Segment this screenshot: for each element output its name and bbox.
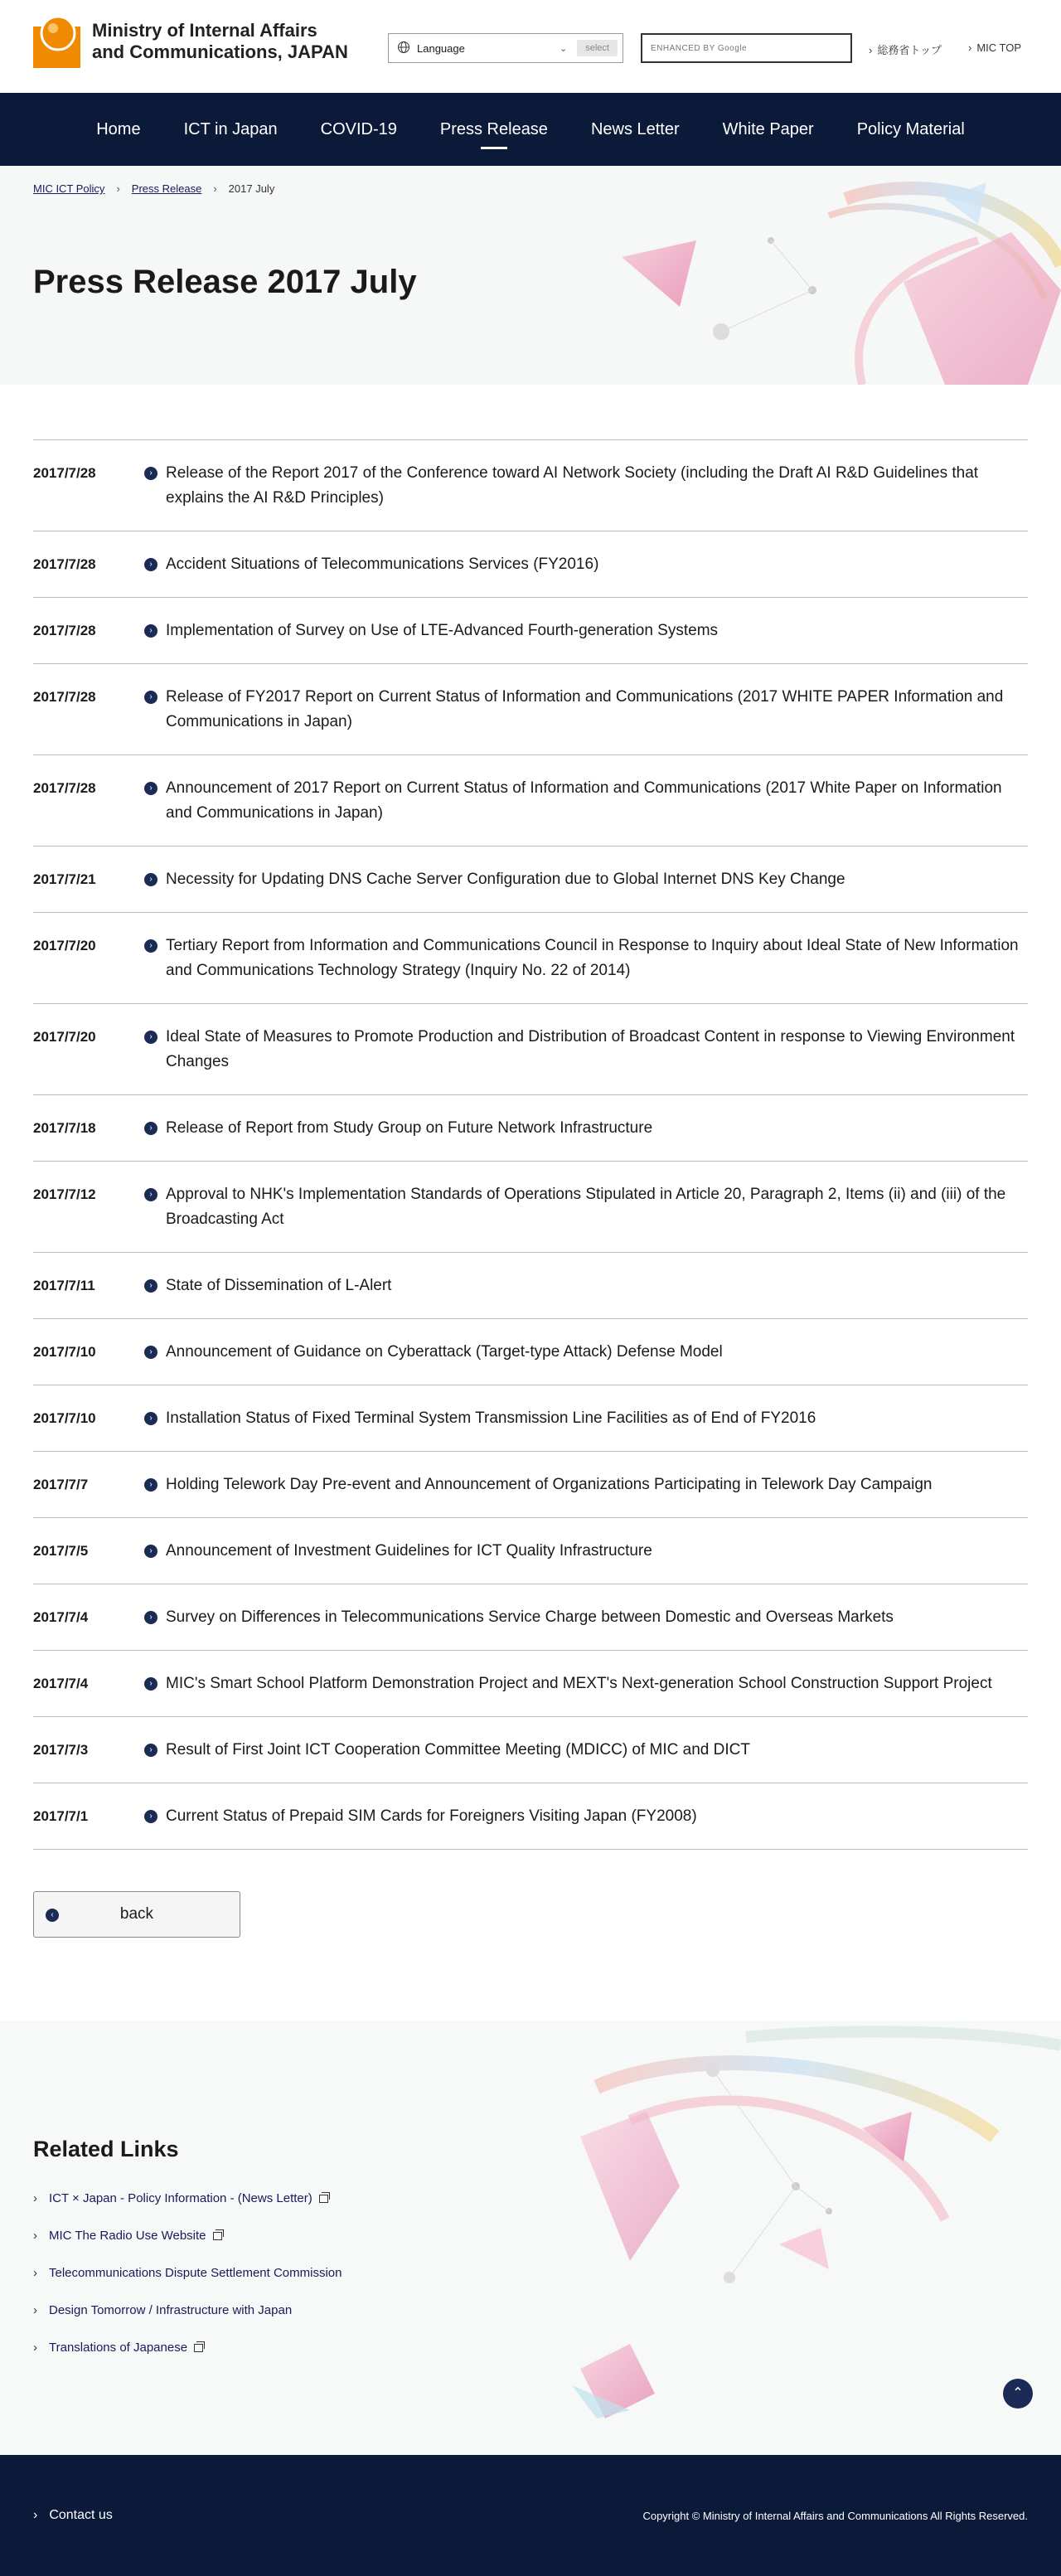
- arrow-right-icon: ›: [144, 467, 157, 480]
- press-release-link[interactable]: Release of Report from Study Group on Future Network Infrastructure: [166, 1119, 653, 1137]
- arrow-right-icon: ›: [144, 939, 157, 953]
- press-release-date: 2017/7/4: [33, 1676, 89, 1691]
- page-top-button[interactable]: [1003, 2379, 1033, 2409]
- nav-home[interactable]: Home: [96, 120, 141, 138]
- back-button[interactable]: [33, 1891, 240, 1938]
- press-release-item: [144, 1273, 1028, 1298]
- press-release-link[interactable]: Release of the Report 2017 of the Conference toward AI Network Society (including the Draft AI R&D Guidelines that explains the AI R&D Principles): [166, 464, 979, 507]
- breadcrumb-separator-icon: ›: [116, 182, 120, 195]
- press-release-link[interactable]: State of Dissemination of L-Alert: [166, 1277, 392, 1294]
- arrow-right-icon: ›: [144, 1677, 157, 1691]
- logo-text: [92, 20, 348, 63]
- press-release-row: [33, 1452, 1028, 1518]
- press-release-row: [33, 1518, 1028, 1584]
- arrow-right-icon: ›: [144, 1122, 157, 1135]
- external-link-icon: [319, 2195, 328, 2203]
- press-release-row: [33, 664, 1028, 755]
- press-release-link[interactable]: Announcement of Investment Guidelines for ICT Quality Infrastructure: [166, 1542, 652, 1560]
- press-release-date: 2017/7/7: [33, 1477, 89, 1492]
- press-release-link[interactable]: Survey on Differences in Telecommunications Service Charge between Domestic and Overseas Markets: [166, 1608, 894, 1626]
- press-release-item: [144, 776, 1028, 826]
- contact-us-link[interactable]: › Contact us: [33, 2508, 113, 2523]
- press-release-date: 2017/7/28: [33, 465, 96, 481]
- press-release-link[interactable]: Result of First Joint ICT Cooperation Committee Meeting (MDICC) of MIC and DICT: [166, 1741, 750, 1759]
- press-release-date: 2017/7/20: [33, 938, 96, 953]
- nav-press-release[interactable]: Press Release: [440, 93, 548, 166]
- mic-logo-icon: [33, 15, 80, 68]
- press-release-link[interactable]: Approval to NHK's Implementation Standards of Operations Stipulated in Article 20, Paragraph 2, Items (ii) and (iii) of the Broadcasting Act: [166, 1186, 1006, 1228]
- press-release-date: 2017/7/11: [33, 1278, 95, 1293]
- nav-ict-in-japan[interactable]: ICT in Japan: [183, 120, 278, 138]
- related-links-list: [33, 2191, 342, 2378]
- press-release-row: [33, 1717, 1028, 1783]
- press-release-row: [33, 1319, 1028, 1385]
- related-link-item: [33, 2266, 342, 2280]
- arrow-right-icon: ›: [144, 1478, 157, 1492]
- related-links-title: Related Links: [33, 2137, 179, 2161]
- press-release-item: [144, 867, 1028, 892]
- press-release-row: [33, 1095, 1028, 1162]
- breadcrumb-mic-ict-policy[interactable]: MIC ICT Policy: [33, 182, 105, 195]
- nav-news-letter[interactable]: News Letter: [590, 120, 680, 138]
- arrow-right-icon: ›: [144, 1545, 157, 1558]
- press-release-item: [144, 1406, 1028, 1431]
- press-release-item: [144, 1671, 1028, 1696]
- press-release-date: 2017/7/10: [33, 1410, 96, 1426]
- press-release-date: 2017/7/20: [33, 1029, 96, 1045]
- press-release-row: [33, 440, 1028, 531]
- related-link-item: [33, 2229, 342, 2243]
- press-release-row: [33, 1004, 1028, 1095]
- press-release-row: [33, 1385, 1028, 1452]
- related-link-item: [33, 2303, 342, 2317]
- press-release-item: [144, 1182, 1028, 1232]
- nav-covid-19[interactable]: COVID-19: [320, 120, 397, 138]
- press-release-link[interactable]: Tertiary Report from Information and Communications Council in Response to Inquiry about Ideal State of New Information and Communications Technology Strategy (Inquiry No. 22 of 2014): [166, 937, 1019, 979]
- related-link[interactable]: › Translations of Japanese: [49, 2341, 188, 2355]
- press-release-item: [144, 1539, 1028, 1564]
- chevron-down-icon: ⌄: [560, 43, 568, 54]
- press-release-row: [33, 598, 1028, 664]
- arrow-right-icon: ›: [144, 1744, 157, 1757]
- press-release-row: [33, 531, 1028, 598]
- press-release-date: 2017/7/28: [33, 556, 96, 572]
- arrow-right-icon: ›: [144, 873, 157, 886]
- soumu-top-link[interactable]: › 総務省トップ: [869, 41, 942, 57]
- press-release-date: 2017/7/28: [33, 780, 96, 796]
- press-release-item: [144, 934, 1028, 983]
- logo-line-1: Ministry of Internal Affairs: [92, 20, 317, 41]
- nav-policy-material[interactable]: Policy Material: [856, 120, 965, 138]
- press-release-link[interactable]: Installation Status of Fixed Terminal System Transmission Line Facilities as of End of FY2016: [166, 1409, 816, 1427]
- press-release-row: [33, 1253, 1028, 1319]
- arrow-right-icon: ›: [144, 782, 157, 795]
- globe-icon: [397, 41, 410, 56]
- press-release-link[interactable]: Accident Situations of Telecommunications Services (FY2016): [166, 555, 599, 573]
- press-release-date: 2017/7/18: [33, 1120, 96, 1136]
- language-label: Language: [417, 41, 465, 55]
- related-links-section: [0, 2021, 1061, 2455]
- arrow-right-icon: ›: [144, 1810, 157, 1823]
- press-release-date: 2017/7/21: [33, 871, 96, 887]
- arrow-right-icon: ›: [144, 1412, 157, 1425]
- press-release-row: [33, 755, 1028, 847]
- press-release-row: [33, 1584, 1028, 1651]
- related-link[interactable]: › ICT × Japan - Policy Information - (News Letter): [49, 2191, 312, 2205]
- press-release-link[interactable]: Release of FY2017 Report on Current Status of Information and Communications (2017 WHITE PAPER Information and Communications in Japan): [166, 688, 1004, 730]
- press-release-link[interactable]: Announcement of 2017 Report on Current Status of Information and Communications (2017 White Paper on Information and Communications in Japan): [166, 779, 1002, 822]
- external-link-icon: [213, 2232, 222, 2240]
- press-release-item: [144, 1605, 1028, 1630]
- search-input[interactable]: [651, 44, 850, 53]
- site-footer: [0, 2455, 1061, 2576]
- chevron-up-icon: ⌃: [1012, 2386, 1024, 2400]
- arrow-right-icon: ›: [144, 1031, 157, 1044]
- press-release-link[interactable]: Announcement of Guidance on Cyberattack (Target-type Attack) Defense Model: [166, 1343, 723, 1361]
- related-link[interactable]: › Design Tomorrow / Infrastructure with Japan: [49, 2303, 293, 2317]
- arrow-right-icon: ›: [144, 1188, 157, 1201]
- press-release-link[interactable]: Implementation of Survey on Use of LTE-Advanced Fourth-generation Systems: [166, 622, 719, 639]
- breadcrumb: [33, 182, 274, 195]
- breadcrumb-press-release[interactable]: Press Release: [131, 182, 202, 195]
- press-release-row: [33, 913, 1028, 1004]
- site-header: [0, 0, 1061, 93]
- press-release-item: [144, 1472, 1028, 1497]
- related-link[interactable]: › Telecommunications Dispute Settlement Commission: [49, 2266, 342, 2280]
- press-release-date: 2017/7/5: [33, 1543, 89, 1559]
- press-release-item: [144, 1025, 1028, 1075]
- press-release-link[interactable]: MIC's Smart School Platform Demonstration Project and MEXT's Next-generation School Construction Support Project: [166, 1675, 992, 1692]
- hero-decoration: [597, 166, 1061, 385]
- press-release-item: [144, 1116, 1028, 1141]
- press-release-item: [144, 552, 1028, 577]
- press-release-row: [33, 1783, 1028, 1850]
- press-release-item: [144, 1738, 1028, 1763]
- press-release-date: 2017/7/10: [33, 1344, 96, 1360]
- arrow-right-icon: ›: [144, 1279, 157, 1293]
- external-link-icon: [194, 2344, 203, 2352]
- press-release-date: 2017/7/4: [33, 1609, 89, 1625]
- page-hero: [0, 166, 1061, 385]
- chevron-left-icon: ‹: [46, 1909, 59, 1922]
- press-release-link[interactable]: Necessity for Updating DNS Cache Server Configuration due to Global Internet DNS Key Change: [166, 871, 845, 888]
- related-link-item: [33, 2191, 342, 2205]
- page-title: Press Release 2017 July: [33, 264, 417, 300]
- arrow-right-icon: ›: [144, 691, 157, 704]
- press-release-date: 2017/7/3: [33, 1742, 89, 1758]
- press-release-item: [144, 685, 1028, 735]
- press-release-item: [144, 1804, 1028, 1829]
- press-release-row: [33, 1651, 1028, 1717]
- arrow-right-icon: ›: [144, 624, 157, 638]
- press-release-date: 2017/7/1: [33, 1808, 89, 1824]
- site-search[interactable]: [641, 33, 852, 63]
- main-content: [0, 385, 1061, 1938]
- related-link[interactable]: › MIC The Radio Use Website: [49, 2229, 206, 2243]
- language-selector[interactable]: [388, 33, 623, 63]
- back-label: back: [119, 1905, 154, 1923]
- press-release-link[interactable]: Current Status of Prepaid SIM Cards for Foreigners Visiting Japan (FY2008): [166, 1807, 697, 1825]
- site-logo[interactable]: [33, 15, 348, 68]
- press-release-date: 2017/7/12: [33, 1186, 96, 1202]
- press-release-row: [33, 1162, 1028, 1253]
- related-link-item: [33, 2341, 342, 2355]
- nav-white-paper[interactable]: White Paper: [722, 120, 814, 138]
- breadcrumb-separator-icon: ›: [213, 182, 217, 195]
- press-release-item: [144, 619, 1028, 643]
- press-release-link[interactable]: Holding Telework Day Pre-event and Announcement of Organizations Participating in Telework Day Campaign: [166, 1476, 933, 1493]
- global-nav: [0, 93, 1061, 166]
- press-release-link[interactable]: Ideal State of Measures to Promote Production and Distribution of Broadcast Content in response to Viewing Environment Changes: [166, 1028, 1015, 1070]
- press-release-row: [33, 847, 1028, 913]
- mic-top-link[interactable]: › MIC TOP: [968, 41, 1021, 54]
- breadcrumb-current: 2017 July: [228, 182, 275, 195]
- press-release-item: [144, 461, 1028, 511]
- copyright: Copyright © Ministry of Internal Affairs and Communications All Rights Reserved.: [642, 2510, 1028, 2522]
- language-select-button[interactable]: select: [577, 40, 618, 56]
- arrow-right-icon: ›: [144, 1611, 157, 1624]
- arrow-right-icon: ›: [144, 1346, 157, 1359]
- press-release-date: 2017/7/28: [33, 689, 96, 705]
- logo-line-2: and Communications, JAPAN: [92, 41, 348, 62]
- arrow-right-icon: ›: [144, 558, 157, 571]
- press-release-item: [144, 1340, 1028, 1365]
- press-release-date: 2017/7/28: [33, 623, 96, 638]
- press-release-list: [33, 439, 1028, 1850]
